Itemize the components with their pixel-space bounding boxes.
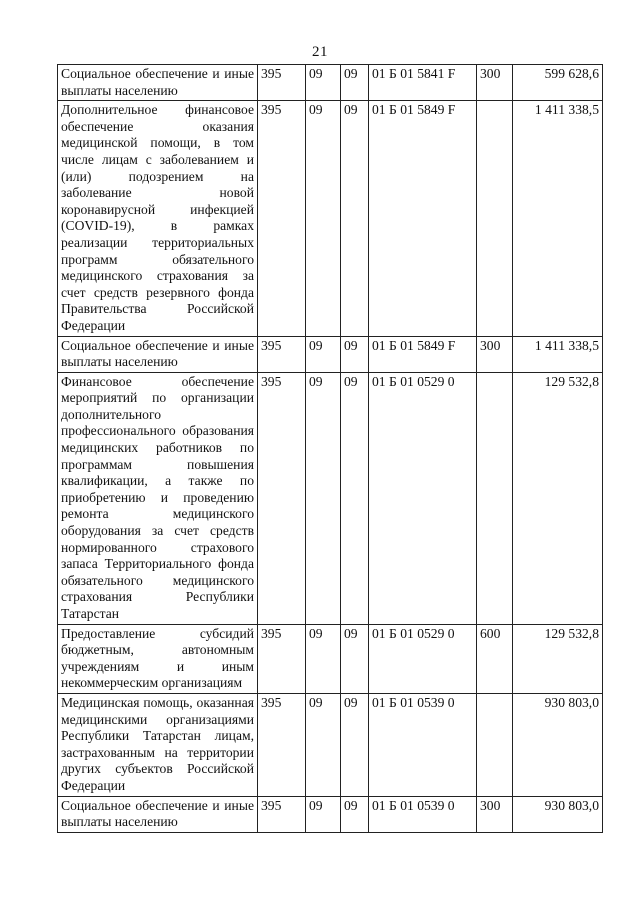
gr-code-cell: 395 (258, 65, 306, 101)
section-cell: 09 (306, 796, 341, 832)
row-name-cell: Социальное обеспечение и иные выплаты населению (58, 65, 258, 101)
budget-table-body (58, 65, 603, 833)
section-cell: 09 (306, 101, 341, 336)
table-row (58, 624, 603, 693)
row-name-cell: Социальное обеспечение и иные выплаты населению (58, 336, 258, 372)
table-row (58, 693, 603, 796)
expense-type-cell: 300 (477, 65, 513, 101)
amount-cell: 599 628,6 (513, 65, 603, 101)
amount-cell: 129 532,8 (513, 624, 603, 693)
table-row (58, 65, 603, 101)
row-name-cell: Социальное обеспечение и иные выплаты населению (58, 796, 258, 832)
amount-cell: 1 411 338,5 (513, 101, 603, 336)
section-cell: 09 (306, 65, 341, 101)
expense-type-cell (477, 372, 513, 624)
amount-cell: 129 532,8 (513, 372, 603, 624)
subsection-cell: 09 (341, 693, 369, 796)
section-cell: 09 (306, 336, 341, 372)
section-cell: 09 (306, 624, 341, 693)
target-article-cell: 01 Б 01 0529 0 (369, 624, 477, 693)
budget-table (57, 64, 603, 833)
target-article-cell: 01 Б 01 0529 0 (369, 372, 477, 624)
section-cell: 09 (306, 372, 341, 624)
target-article-cell: 01 Б 01 0539 0 (369, 796, 477, 832)
amount-cell: 930 803,0 (513, 693, 603, 796)
gr-code-cell: 395 (258, 693, 306, 796)
subsection-cell: 09 (341, 101, 369, 336)
subsection-cell: 09 (341, 336, 369, 372)
section-cell: 09 (306, 693, 341, 796)
table-row (58, 796, 603, 832)
expense-type-cell (477, 101, 513, 336)
row-name-cell: Медицинская помощь, оказанная медицинскими организациями Республики Татарстан лицам, застрахованным на территории других субъектов Российской Федерации (58, 693, 258, 796)
gr-code-cell: 395 (258, 336, 306, 372)
expense-type-cell: 300 (477, 796, 513, 832)
gr-code-cell: 395 (258, 624, 306, 693)
amount-cell: 1 411 338,5 (513, 336, 603, 372)
page-number: 21 (312, 44, 328, 60)
gr-code-cell: 395 (258, 372, 306, 624)
expense-type-cell (477, 693, 513, 796)
expense-type-cell: 600 (477, 624, 513, 693)
target-article-cell: 01 Б 01 5849 F (369, 101, 477, 336)
subsection-cell: 09 (341, 65, 369, 101)
target-article-cell: 01 Б 01 5841 F (369, 65, 477, 101)
row-name-cell: Финансовое обеспечение мероприятий по организации дополнительного профессионального образования медицинских работников по программам повышения квалификации, а также по приобретению и проведению ремонта медицинского оборудования за счет средств нормированного страхового запаса Территориального фонда обязательного медицинского страхования Республики Татарстан (58, 372, 258, 624)
target-article-cell: 01 Б 01 5849 F (369, 336, 477, 372)
row-name-cell: Предоставление субсидий бюджетным, автономным учреждениям и иным некоммерческим организациям (58, 624, 258, 693)
table-row (58, 101, 603, 336)
gr-code-cell: 395 (258, 796, 306, 832)
amount-cell: 930 803,0 (513, 796, 603, 832)
gr-code-cell: 395 (258, 101, 306, 336)
row-name-cell: Дополнительное финансовое обеспечение оказания медицинской помощи, в том числе лицам с заболеванием и (или) подозрением на заболевание новой коронавирусной инфекцией (COVID-19), в рамках реализации территориальных программ обязательного медицинского страхования за счет средств резервного фонда Правительства Российской Федерации (58, 101, 258, 336)
table-row (58, 372, 603, 624)
subsection-cell: 09 (341, 796, 369, 832)
target-article-cell: 01 Б 01 0539 0 (369, 693, 477, 796)
expense-type-cell: 300 (477, 336, 513, 372)
subsection-cell: 09 (341, 372, 369, 624)
subsection-cell: 09 (341, 624, 369, 693)
table-row (58, 336, 603, 372)
